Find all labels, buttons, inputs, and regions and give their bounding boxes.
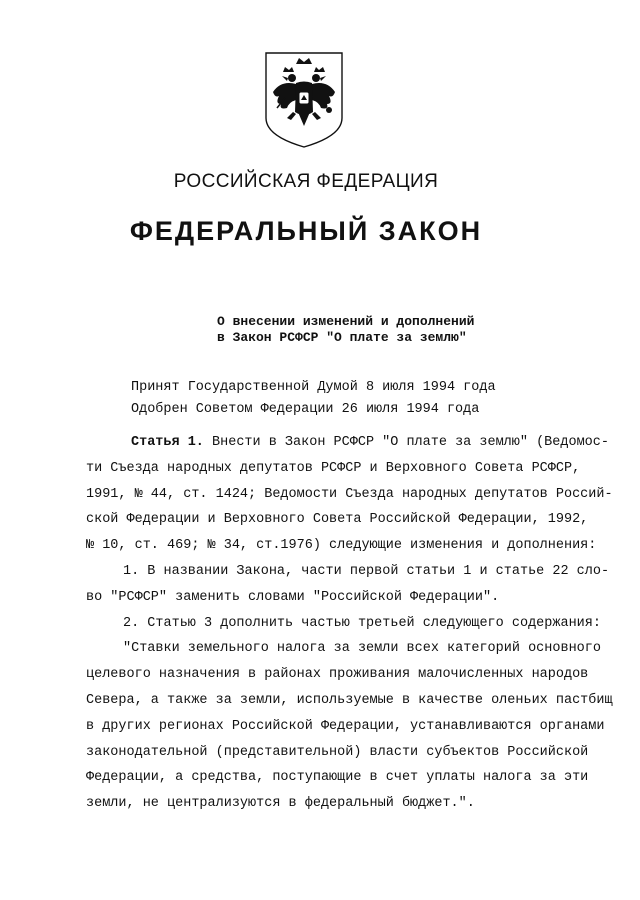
law-body xyxy=(86,430,613,817)
article-line: ти Съезда народных депутатов РСФСР и Верховного Совета РСФСР, xyxy=(86,460,581,476)
quote-line: в других регионах Российской Федерации, устанавливаются органами xyxy=(86,718,605,734)
article-text: Внести в Закон РСФСР "О плате за землю" (Ведомос- xyxy=(203,435,609,450)
adoption-info xyxy=(131,377,591,421)
quote-line: законодательной (представительной) власти субъектов Российской xyxy=(86,744,589,760)
quote-line: целевого назначения в районах проживания малочисленных народов xyxy=(86,667,589,683)
subject-line: в Закон РСФСР "О плате за землю" xyxy=(217,330,467,345)
subject-line: О внесении изменений и дополнений xyxy=(217,314,475,329)
law-subject xyxy=(217,314,597,346)
document-type-title: ФЕДЕРАЛЬНЫЙ ЗАКОН xyxy=(129,216,483,246)
item-1-line: во "РСФСР" заменить словами "Российской Федерации". xyxy=(86,589,500,605)
quote-line: земли, не централизуются в федеральный бюджет.". xyxy=(86,796,475,812)
article-1-first-line xyxy=(86,430,609,456)
country-title: РОССИЙСКАЯ ФЕДЕРАЦИЯ xyxy=(173,171,439,192)
article-line: 1991, № 44, ст. 1424; Ведомости Съезда народных депутатов Россий- xyxy=(86,486,613,502)
quote-line: Севера, а также за земли, используемые в качестве оленьих пастбищ xyxy=(86,692,613,708)
article-line: ской Федерации и Верховного Совета Российской Федерации, 1992, xyxy=(86,512,589,528)
article-line: № 10, ст. 469; № 34, ст.1976) следующие изменения и дополнения: xyxy=(86,538,597,554)
adopted-by-duma: Принят Государственной Думой 8 июля 1994 года xyxy=(131,380,496,395)
item-1-line: 1. В названии Закона, части первой статьи 1 и статье 22 сло- xyxy=(123,563,610,579)
quote-line: "Ставки земельного налога за земли всех категорий основного xyxy=(123,641,601,657)
article-heading: Статья 1. xyxy=(131,435,204,450)
quote-line: Федерации, а средства, поступающие в счет уплаты налога за эти xyxy=(86,770,589,786)
approved-by-council: Одобрен Советом Федерации 26 июля 1994 года xyxy=(131,402,480,417)
item-2-line: 2. Статью 3 дополнить частью третьей следующего содержания: xyxy=(123,615,601,631)
coat-of-arms-icon xyxy=(263,50,345,150)
